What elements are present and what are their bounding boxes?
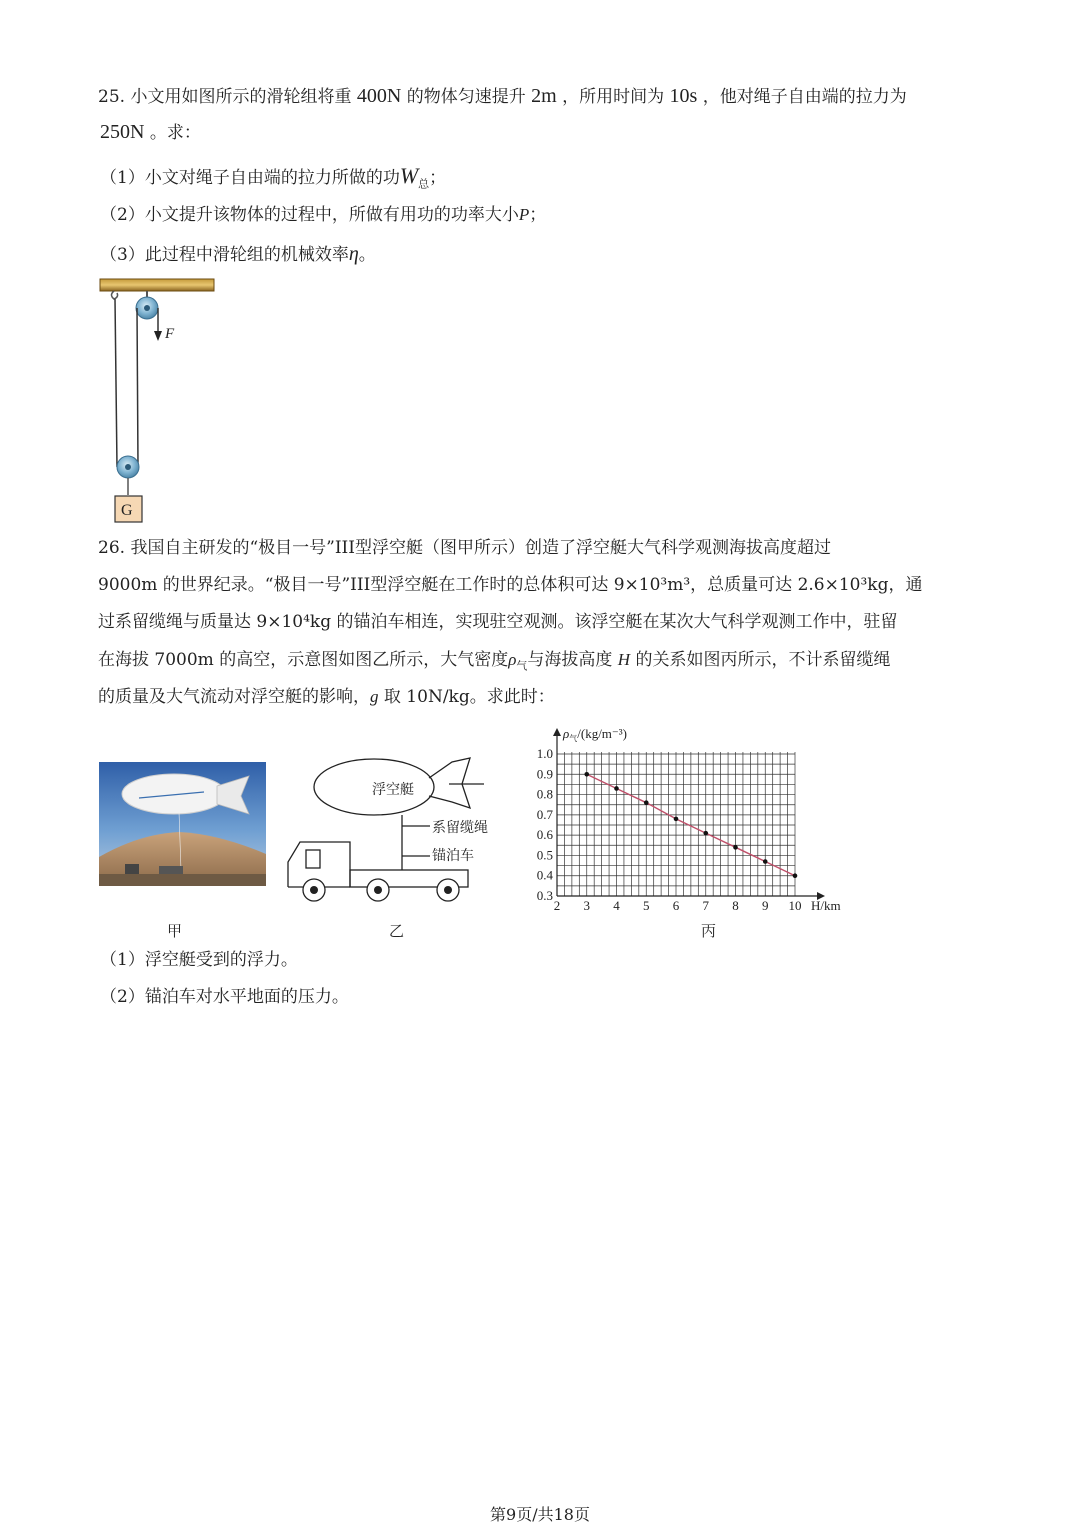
rope-middle xyxy=(137,308,138,467)
q26-text-4b: 与海拔高度 xyxy=(527,650,613,670)
data-point xyxy=(703,831,708,836)
q26-g-symbol: g xyxy=(370,687,379,706)
q25-height: 2m xyxy=(531,85,557,107)
q25-weight: 400N xyxy=(356,85,402,107)
y-axis-label: $\rho_气/(kg/m^{-3})$ xyxy=(563,726,628,743)
q26-text-1: 26. 我国自主研发的“极目一号”III型浮空艇（图甲所示）创造了浮空艇大气科学观测海拔高度超过 xyxy=(98,538,831,558)
x-tick-label: 6 xyxy=(672,898,680,913)
x-tick-label: 10 xyxy=(788,898,802,913)
q25-sub1-end: ； xyxy=(429,168,447,188)
q25-sub2-text: （2）小文提升该物体的过程中，所做有用功的功率大小 xyxy=(100,205,519,225)
data-point xyxy=(614,786,619,791)
y-tick-label: 0.7 xyxy=(536,806,553,822)
q26-stem-line4 xyxy=(98,651,890,671)
q26-stem-line3 xyxy=(98,614,898,631)
q25-sub3-end: 。 xyxy=(358,245,376,265)
q26-text-4a: 在海拔 7000m 的高空，示意图如图乙所示，大气密度 xyxy=(98,650,509,670)
x-axis-label: H/km xyxy=(811,898,841,913)
caption-yi: 乙 xyxy=(389,922,405,940)
q26-subquestion-2 xyxy=(100,989,349,1006)
q26-text-4c: 的关系如图丙所示，不计系留缆绳 xyxy=(635,650,891,670)
q25-force: 250N xyxy=(100,121,145,143)
y-tick-label: 0.9 xyxy=(536,766,553,782)
q25-subquestion-1 xyxy=(100,165,446,189)
q26-sub1-text: （1）浮空艇受到的浮力。 xyxy=(100,950,298,970)
x-tick-label: 9 xyxy=(762,898,769,913)
q26-stem-line1 xyxy=(98,540,831,557)
q26-text-5b: 取 10N/kg。求此时： xyxy=(383,687,555,707)
rope-left xyxy=(115,299,117,467)
truck-label: 锚泊车 xyxy=(432,849,474,864)
y-tick-label: 0.6 xyxy=(536,827,553,843)
airship-schematic xyxy=(284,752,498,904)
q25-sub1-text: （1）小文对绳子自由端的拉力所做的功 xyxy=(100,168,400,188)
q26-stem-line2 xyxy=(98,577,922,594)
caption-jia: 甲 xyxy=(167,922,183,940)
q26-H-symbol: H xyxy=(617,650,631,669)
data-point xyxy=(793,873,798,878)
q25-stem-line2 xyxy=(100,122,201,142)
y-tick-label: 0.5 xyxy=(536,847,553,863)
balloon-tail xyxy=(429,758,470,808)
q25-sub2-symbol: P xyxy=(518,205,530,224)
caption-bing: 丙 xyxy=(701,922,717,940)
x-tick-label: 4 xyxy=(613,898,620,913)
data-point xyxy=(674,817,679,822)
q25-sub1-subscript: 总 xyxy=(418,177,430,191)
y-tick-label: 0.3 xyxy=(536,888,553,903)
load-label: G xyxy=(121,502,133,519)
q26-rho-symbol: ρ xyxy=(508,650,517,669)
q25-sub3-text: （3）此过程中滑轮组的机械效率 xyxy=(100,245,349,265)
q25-subquestion-3 xyxy=(100,244,376,264)
q25-text-a: 25. 小文用如图所示的滑轮组将重 xyxy=(98,87,352,107)
data-point xyxy=(584,772,589,777)
data-point xyxy=(763,859,768,864)
q26-sub2-text: （2）锚泊车对水平地面的压力。 xyxy=(100,987,349,1007)
ceiling-hook xyxy=(112,291,118,299)
q25-text-b: 的物体匀速提升 xyxy=(406,87,526,107)
y-tick-label: 1.0 xyxy=(536,746,553,761)
x-tick-label: 3 xyxy=(583,898,590,913)
q26-rho-subscript: 气 xyxy=(516,659,528,673)
q25-sub1-symbol: W xyxy=(399,163,419,188)
x-tick-label: 7 xyxy=(702,898,709,913)
q26-text-2: 9000m 的世界纪录。“极目一号”III型浮空艇在工作时的总体积可达 9×10³m³，总质量可达 2.6×10³kg，通 xyxy=(98,575,923,595)
ceiling-beam xyxy=(100,279,214,291)
data-point xyxy=(644,800,649,805)
y-axis-arrow xyxy=(553,728,561,736)
x-tick-label: 5 xyxy=(643,898,650,913)
q25-subquestion-2 xyxy=(100,206,546,224)
q26-text-3: 过系留缆绳与质量达 9×10⁴kg 的锚泊车相连，实现驻空观测。该浮空艇在某次大气科学观测工作中，驻留 xyxy=(98,612,898,632)
q25-text-d: ，他对绳子自由端的拉力为 xyxy=(702,87,907,107)
y-tick-label: 0.8 xyxy=(536,786,553,802)
q26-subquestion-1 xyxy=(100,952,298,969)
force-arrow xyxy=(154,331,162,341)
pulley-figure xyxy=(95,275,225,527)
cable-label: 系留缆绳 xyxy=(432,821,488,836)
q26-stem-line5 xyxy=(98,688,555,706)
x-tick-label: 8 xyxy=(732,898,739,913)
data-point xyxy=(733,845,738,850)
airship-photo xyxy=(99,762,266,886)
density-chart xyxy=(525,718,855,918)
q25-time: 10s xyxy=(669,85,698,107)
q26-text-5a: 的质量及大气流动对浮空艇的影响， xyxy=(98,687,370,707)
x-tick-label: 2 xyxy=(553,898,561,913)
force-label: F xyxy=(165,326,175,342)
truck-wheels xyxy=(303,879,459,901)
q25-stem-line1 xyxy=(98,86,907,106)
q25-text-c: ，所用时间为 xyxy=(562,87,665,107)
q25-sub3-symbol: η xyxy=(348,243,359,265)
balloon-label: 浮空艇 xyxy=(372,783,414,798)
q25-sub2-end: ； xyxy=(529,205,547,225)
y-tick-label: 0.4 xyxy=(536,867,553,883)
page-footer: 第9页/共18页 xyxy=(490,1505,590,1524)
q25-text-tail: 。求： xyxy=(149,123,201,143)
